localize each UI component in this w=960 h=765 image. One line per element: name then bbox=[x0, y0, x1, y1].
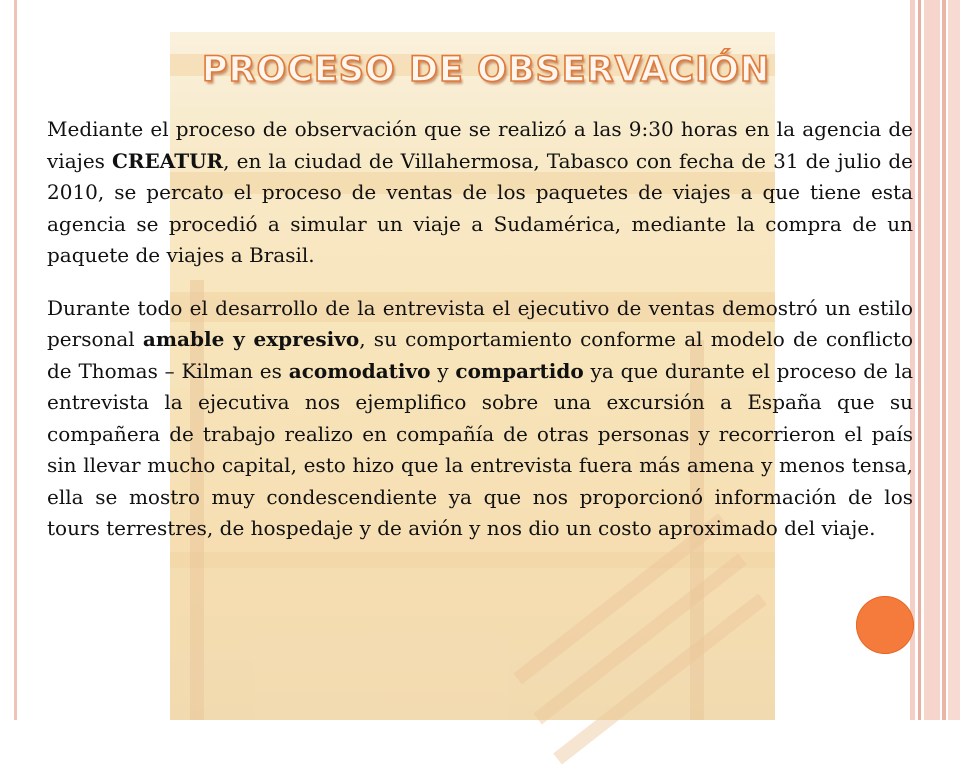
left-border-line bbox=[14, 0, 17, 720]
slide-body bbox=[47, 114, 913, 545]
text-segment: ya que durante el proceso de la entrevista la ejecutiva nos ejemplifico sobre una excursión a España que su compañera de trabajo realizo en compañía de otras personas y recorrieron el país sin llevar mucho capital, esto hizo que la entrevista fuera más amena y menos tensa, ella se mostro muy condescendiente ya que nos proporcionó información de los tours terrestres, de hospedaje y de avión y nos dio un costo aproximado del viaje. bbox=[47, 358, 914, 540]
text-segment: Mediante el proceso de observación que se realizó a las 9:30 horas en la agencia de viajes bbox=[47, 117, 913, 173]
slide-title: PROCESO DE OBSERVACIÓN bbox=[201, 50, 771, 90]
emphasis-shared: compartido bbox=[455, 358, 584, 383]
paragraph-interview bbox=[47, 293, 913, 545]
agency-name: CREATUR bbox=[112, 148, 224, 173]
emphasis-accommodating: acomodativo bbox=[288, 358, 431, 383]
emphasis-style: amable y expresivo bbox=[142, 327, 360, 351]
text-segment: , en la ciudad de Villahermosa, Tabasco con fecha de 31 de julio de 2010, se percato el proceso de ventas de los paquetes de viajes a que tiene esta agencia se procedió a simular un viaje a Sudamérica, mediante la compra de un paquete de viajes a Brasil. bbox=[47, 148, 914, 267]
right-decorative-stripes bbox=[910, 0, 960, 720]
text-segment: y bbox=[430, 358, 456, 383]
text-segment: , su comportamiento conforme al modelo de conflicto de Thomas – Kilman es bbox=[47, 327, 913, 383]
orange-circle-decoration bbox=[856, 596, 914, 654]
text-segment: Durante todo el desarrollo de la entrevista el ejecutivo de ventas demostró un estilo personal bbox=[47, 295, 913, 351]
paragraph-observation bbox=[47, 114, 913, 272]
